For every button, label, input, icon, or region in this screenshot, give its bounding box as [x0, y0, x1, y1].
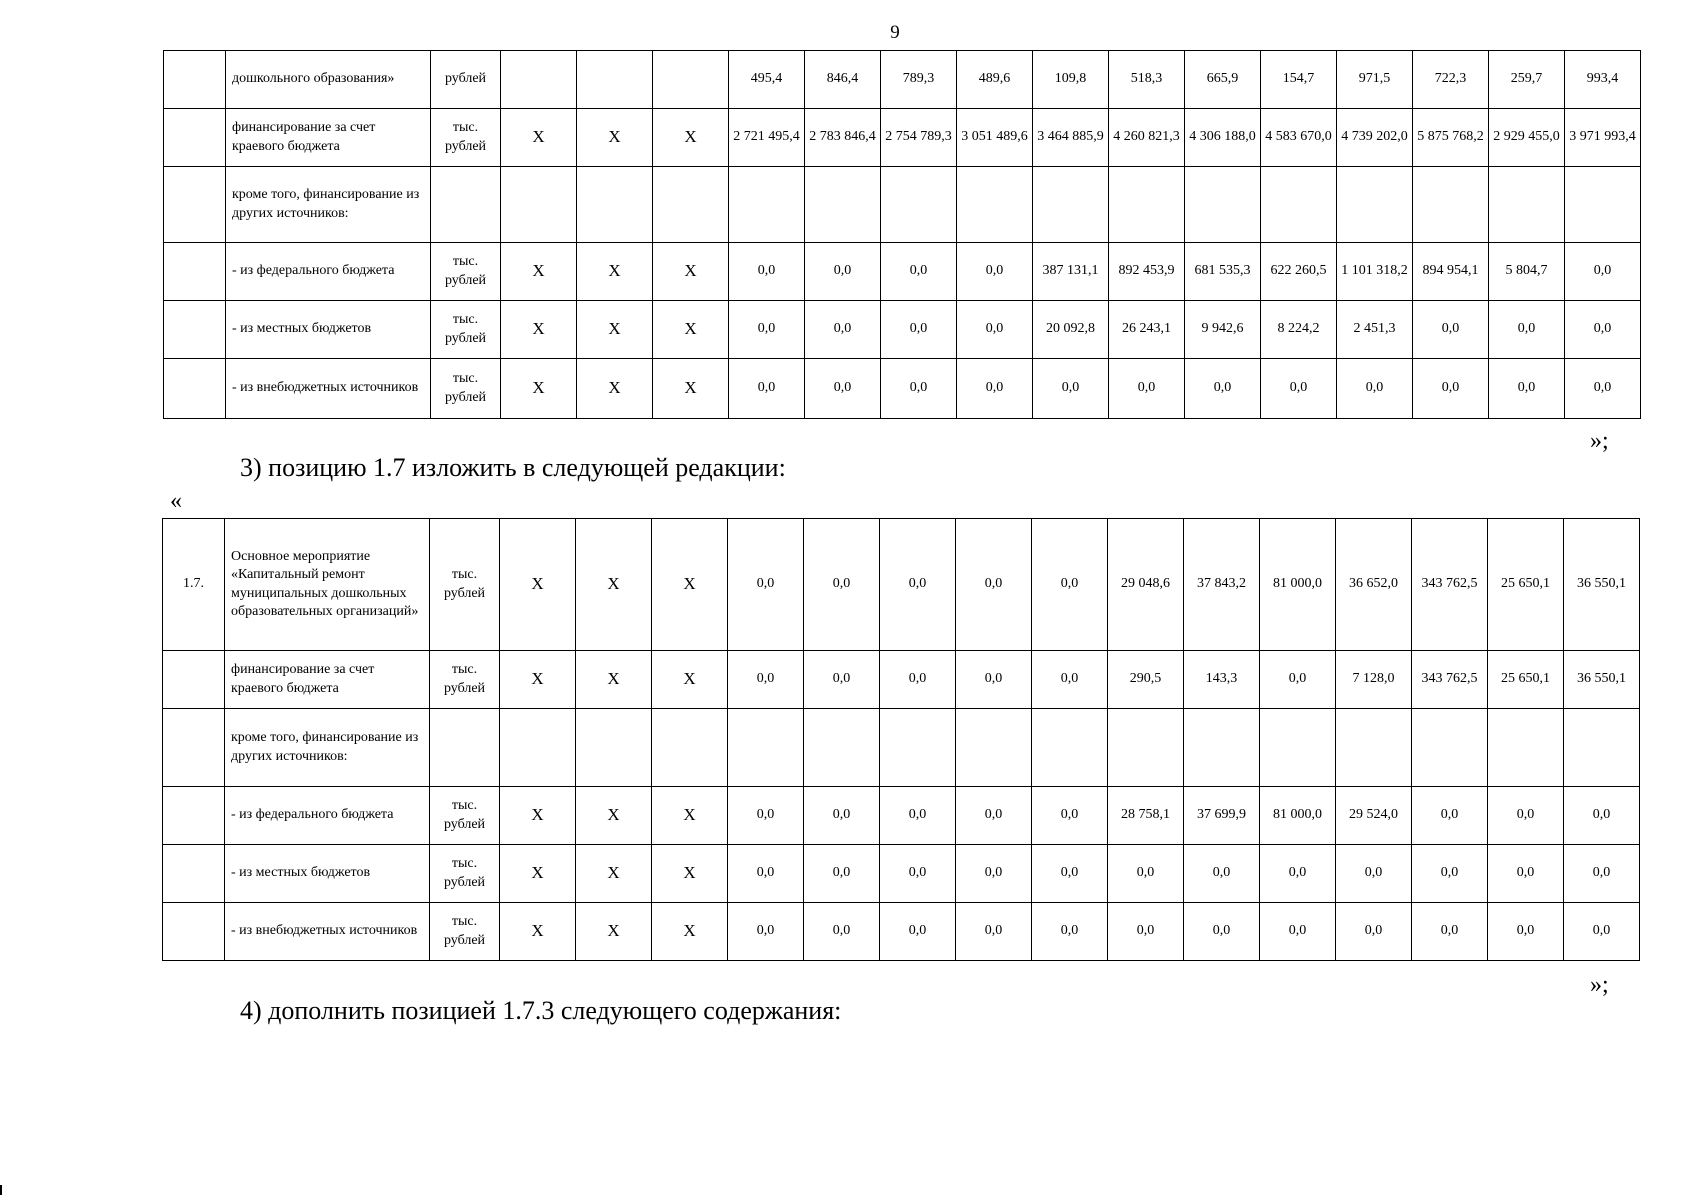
value-cell: 0,0	[804, 651, 880, 709]
mark-cell: Х	[653, 359, 729, 419]
value-cell	[1337, 167, 1413, 243]
value-cell: 665,9	[1185, 51, 1261, 109]
mark-cell: Х	[576, 845, 652, 903]
value-cell	[1565, 167, 1641, 243]
mark-cell: Х	[501, 243, 577, 301]
unit-cell: рублей	[431, 51, 501, 109]
value-cell: 0,0	[956, 787, 1032, 845]
value-cell: 4 739 202,0	[1337, 109, 1413, 167]
mark-cell: Х	[577, 301, 653, 359]
value-cell: 495,4	[729, 51, 805, 109]
value-cell: 894 954,1	[1413, 243, 1489, 301]
value-cell: 0,0	[1489, 301, 1565, 359]
row-description-cell: - из внебюджетных источников	[226, 359, 431, 419]
value-cell: 81 000,0	[1260, 787, 1336, 845]
value-cell: 26 243,1	[1109, 301, 1185, 359]
value-cell: 0,0	[729, 359, 805, 419]
table-row	[163, 709, 1640, 787]
value-cell: 0,0	[880, 787, 956, 845]
value-cell: 622 260,5	[1261, 243, 1337, 301]
value-cell: 37 699,9	[1184, 787, 1260, 845]
value-cell: 0,0	[1489, 359, 1565, 419]
mark-cell: Х	[577, 359, 653, 419]
value-cell: 0,0	[956, 519, 1032, 651]
table-row	[164, 243, 1641, 301]
funding-table-position-1-7	[162, 518, 1640, 961]
value-cell: 3 051 489,6	[957, 109, 1033, 167]
value-cell: 3 464 885,9	[1033, 109, 1109, 167]
value-cell: 36 550,1	[1564, 519, 1640, 651]
scan-margin-mark	[0, 1185, 2, 1195]
table-row	[164, 167, 1641, 243]
value-cell: 0,0	[728, 903, 804, 961]
value-cell	[1413, 167, 1489, 243]
value-cell: 2 929 455,0	[1489, 109, 1565, 167]
value-cell: 0,0	[1488, 787, 1564, 845]
value-cell: 0,0	[881, 301, 957, 359]
value-cell: 0,0	[956, 651, 1032, 709]
value-cell: 259,7	[1489, 51, 1565, 109]
mark-cell: Х	[652, 519, 728, 651]
value-cell: 0,0	[1108, 845, 1184, 903]
unit-cell: тыс. рублей	[430, 519, 500, 651]
value-cell: 0,0	[728, 845, 804, 903]
table-row	[163, 787, 1640, 845]
unit-cell: тыс. рублей	[431, 109, 501, 167]
table-row	[163, 845, 1640, 903]
value-cell: 0,0	[804, 787, 880, 845]
value-cell: 0,0	[1565, 359, 1641, 419]
value-cell: 37 843,2	[1184, 519, 1260, 651]
value-cell: 0,0	[1412, 903, 1488, 961]
value-cell: 4 583 670,0	[1261, 109, 1337, 167]
value-cell: 2 451,3	[1337, 301, 1413, 359]
value-cell: 81 000,0	[1260, 519, 1336, 651]
mark-cell: Х	[652, 651, 728, 709]
unit-cell	[431, 167, 501, 243]
value-cell: 0,0	[1184, 845, 1260, 903]
value-cell: 722,3	[1413, 51, 1489, 109]
row-description-cell: - из местных бюджетов	[225, 845, 430, 903]
row-number-cell: 1.7.	[163, 519, 225, 651]
row-description-cell: финансирование за счет краевого бюджета	[226, 109, 431, 167]
value-cell: 0,0	[1488, 903, 1564, 961]
mark-cell: Х	[653, 109, 729, 167]
page-number: 9	[890, 22, 900, 43]
value-cell: 0,0	[1033, 359, 1109, 419]
value-cell: 0,0	[1488, 845, 1564, 903]
value-cell: 0,0	[1109, 359, 1185, 419]
value-cell: 0,0	[1260, 845, 1336, 903]
row-number-cell	[163, 903, 225, 961]
row-description-cell: - из внебюджетных источников	[225, 903, 430, 961]
value-cell	[728, 709, 804, 787]
row-number-cell	[164, 51, 226, 109]
mark-cell: Х	[653, 301, 729, 359]
unit-cell: тыс. рублей	[430, 787, 500, 845]
value-cell: 0,0	[805, 359, 881, 419]
unit-cell: тыс. рублей	[431, 243, 501, 301]
value-cell: 387 131,1	[1033, 243, 1109, 301]
mark-cell: Х	[577, 243, 653, 301]
unit-cell: тыс. рублей	[431, 301, 501, 359]
value-cell: 0,0	[804, 519, 880, 651]
value-cell: 0,0	[1564, 787, 1640, 845]
row-description-cell: кроме того, финансирование из других источников:	[225, 709, 430, 787]
row-number-cell	[164, 301, 226, 359]
mark-cell: Х	[652, 787, 728, 845]
funding-table-continued	[163, 50, 1641, 419]
mark-cell	[501, 167, 577, 243]
row-description-cell: дошкольного образования»	[226, 51, 431, 109]
mark-cell: Х	[576, 519, 652, 651]
value-cell	[1336, 709, 1412, 787]
value-cell: 0,0	[1413, 301, 1489, 359]
row-description-cell: - из федерального бюджета	[226, 243, 431, 301]
value-cell: 846,4	[805, 51, 881, 109]
value-cell: 0,0	[1336, 903, 1412, 961]
value-cell: 0,0	[1565, 301, 1641, 359]
value-cell: 0,0	[957, 243, 1033, 301]
unit-cell: тыс. рублей	[430, 903, 500, 961]
row-number-cell	[164, 243, 226, 301]
mark-cell: Х	[653, 243, 729, 301]
value-cell: 892 453,9	[1109, 243, 1185, 301]
mark-cell: Х	[576, 903, 652, 961]
value-cell: 4 306 188,0	[1185, 109, 1261, 167]
value-cell: 29 524,0	[1336, 787, 1412, 845]
table-row	[164, 51, 1641, 109]
instruction-item-4: 4) дополнить позицией 1.7.3 следующего содержания:	[240, 996, 842, 1025]
opening-quote: «	[170, 488, 182, 514]
value-cell	[729, 167, 805, 243]
value-cell: 0,0	[1336, 845, 1412, 903]
row-number-cell	[163, 709, 225, 787]
value-cell: 681 535,3	[1185, 243, 1261, 301]
value-cell: 0,0	[1412, 845, 1488, 903]
mark-cell: Х	[576, 651, 652, 709]
row-number-cell	[163, 845, 225, 903]
value-cell: 0,0	[1260, 651, 1336, 709]
mark-cell: Х	[500, 787, 576, 845]
value-cell: 0,0	[1032, 903, 1108, 961]
unit-cell: тыс. рублей	[430, 845, 500, 903]
value-cell: 0,0	[880, 903, 956, 961]
value-cell: 0,0	[1185, 359, 1261, 419]
value-cell: 0,0	[880, 845, 956, 903]
mark-cell	[577, 51, 653, 109]
row-number-cell	[164, 359, 226, 419]
mark-cell: Х	[500, 519, 576, 651]
value-cell: 0,0	[805, 301, 881, 359]
value-cell: 0,0	[1412, 787, 1488, 845]
value-cell: 0,0	[1032, 787, 1108, 845]
value-cell: 290,5	[1108, 651, 1184, 709]
value-cell: 0,0	[1108, 903, 1184, 961]
mark-cell: Х	[576, 787, 652, 845]
value-cell: 343 762,5	[1412, 651, 1488, 709]
value-cell	[1185, 167, 1261, 243]
table-row	[163, 903, 1640, 961]
table-row	[163, 651, 1640, 709]
mark-cell	[501, 51, 577, 109]
value-cell: 0,0	[957, 359, 1033, 419]
closing-quote: »;	[1590, 428, 1609, 454]
value-cell: 0,0	[880, 651, 956, 709]
value-cell	[804, 709, 880, 787]
mark-cell: Х	[652, 845, 728, 903]
table-row	[163, 519, 1640, 651]
value-cell: 154,7	[1261, 51, 1337, 109]
row-description-cell: финансирование за счет краевого бюджета	[225, 651, 430, 709]
value-cell: 0,0	[1337, 359, 1413, 419]
value-cell: 0,0	[728, 519, 804, 651]
value-cell	[805, 167, 881, 243]
value-cell: 1 101 318,2	[1337, 243, 1413, 301]
value-cell: 993,4	[1565, 51, 1641, 109]
value-cell	[1109, 167, 1185, 243]
value-cell: 0,0	[881, 359, 957, 419]
value-cell	[1488, 709, 1564, 787]
mark-cell: Х	[501, 109, 577, 167]
value-cell: 0,0	[1261, 359, 1337, 419]
row-number-cell	[164, 109, 226, 167]
row-description-cell: - из местных бюджетов	[226, 301, 431, 359]
value-cell: 0,0	[729, 243, 805, 301]
value-cell: 343 762,5	[1412, 519, 1488, 651]
row-number-cell	[164, 167, 226, 243]
value-cell: 4 260 821,3	[1109, 109, 1185, 167]
instruction-item-3: 3) позицию 1.7 изложить в следующей редакции:	[240, 453, 786, 482]
mark-cell	[652, 709, 728, 787]
mark-cell: Х	[501, 359, 577, 419]
value-cell: 2 754 789,3	[881, 109, 957, 167]
value-cell: 0,0	[1565, 243, 1641, 301]
value-cell: 9 942,6	[1185, 301, 1261, 359]
value-cell: 7 128,0	[1336, 651, 1412, 709]
value-cell: 0,0	[804, 845, 880, 903]
value-cell: 25 650,1	[1488, 519, 1564, 651]
table-row	[164, 109, 1641, 167]
value-cell: 489,6	[957, 51, 1033, 109]
mark-cell: Х	[500, 651, 576, 709]
value-cell: 0,0	[1413, 359, 1489, 419]
value-cell: 518,3	[1109, 51, 1185, 109]
value-cell: 971,5	[1337, 51, 1413, 109]
value-cell	[1261, 167, 1337, 243]
table-row	[164, 301, 1641, 359]
value-cell	[1184, 709, 1260, 787]
value-cell	[1032, 709, 1108, 787]
value-cell: 25 650,1	[1488, 651, 1564, 709]
unit-cell	[430, 709, 500, 787]
value-cell	[881, 167, 957, 243]
value-cell: 0,0	[804, 903, 880, 961]
value-cell: 0,0	[1564, 903, 1640, 961]
mark-cell	[576, 709, 652, 787]
value-cell	[957, 167, 1033, 243]
value-cell: 0,0	[729, 301, 805, 359]
value-cell: 3 971 993,4	[1565, 109, 1641, 167]
value-cell: 0,0	[1032, 651, 1108, 709]
mark-cell: Х	[652, 903, 728, 961]
value-cell: 20 092,8	[1033, 301, 1109, 359]
value-cell: 0,0	[1032, 845, 1108, 903]
value-cell: 36 652,0	[1336, 519, 1412, 651]
value-cell: 0,0	[1184, 903, 1260, 961]
unit-cell: тыс. рублей	[431, 359, 501, 419]
value-cell: 0,0	[1260, 903, 1336, 961]
value-cell: 109,8	[1033, 51, 1109, 109]
value-cell	[1412, 709, 1488, 787]
mark-cell	[500, 709, 576, 787]
closing-quote: »;	[1590, 972, 1609, 998]
value-cell: 5 875 768,2	[1413, 109, 1489, 167]
mark-cell: Х	[500, 903, 576, 961]
value-cell: 2 721 495,4	[729, 109, 805, 167]
value-cell: 0,0	[1564, 845, 1640, 903]
mark-cell	[577, 167, 653, 243]
value-cell	[1564, 709, 1640, 787]
row-description-cell: Основное мероприятие «Капитальный ремонт муниципальных дошкольных образовательных организаций»	[225, 519, 430, 651]
value-cell: 8 224,2	[1261, 301, 1337, 359]
value-cell	[1108, 709, 1184, 787]
row-description-cell: - из федерального бюджета	[225, 787, 430, 845]
value-cell: 0,0	[957, 301, 1033, 359]
value-cell: 143,3	[1184, 651, 1260, 709]
value-cell: 0,0	[956, 845, 1032, 903]
value-cell	[956, 709, 1032, 787]
value-cell: 29 048,6	[1108, 519, 1184, 651]
mark-cell	[653, 167, 729, 243]
value-cell	[1489, 167, 1565, 243]
mark-cell: Х	[500, 845, 576, 903]
value-cell: 789,3	[881, 51, 957, 109]
value-cell: 0,0	[880, 519, 956, 651]
mark-cell	[653, 51, 729, 109]
value-cell: 28 758,1	[1108, 787, 1184, 845]
value-cell: 0,0	[956, 903, 1032, 961]
value-cell: 0,0	[881, 243, 957, 301]
value-cell: 0,0	[1032, 519, 1108, 651]
value-cell: 2 783 846,4	[805, 109, 881, 167]
table-row	[164, 359, 1641, 419]
mark-cell: Х	[501, 301, 577, 359]
row-number-cell	[163, 651, 225, 709]
value-cell	[880, 709, 956, 787]
value-cell: 0,0	[728, 651, 804, 709]
value-cell: 36 550,1	[1564, 651, 1640, 709]
unit-cell: тыс. рублей	[430, 651, 500, 709]
value-cell: 0,0	[805, 243, 881, 301]
value-cell: 0,0	[728, 787, 804, 845]
row-number-cell	[163, 787, 225, 845]
value-cell	[1260, 709, 1336, 787]
mark-cell: Х	[577, 109, 653, 167]
row-description-cell: кроме того, финансирование из других источников:	[226, 167, 431, 243]
value-cell	[1033, 167, 1109, 243]
value-cell: 5 804,7	[1489, 243, 1565, 301]
